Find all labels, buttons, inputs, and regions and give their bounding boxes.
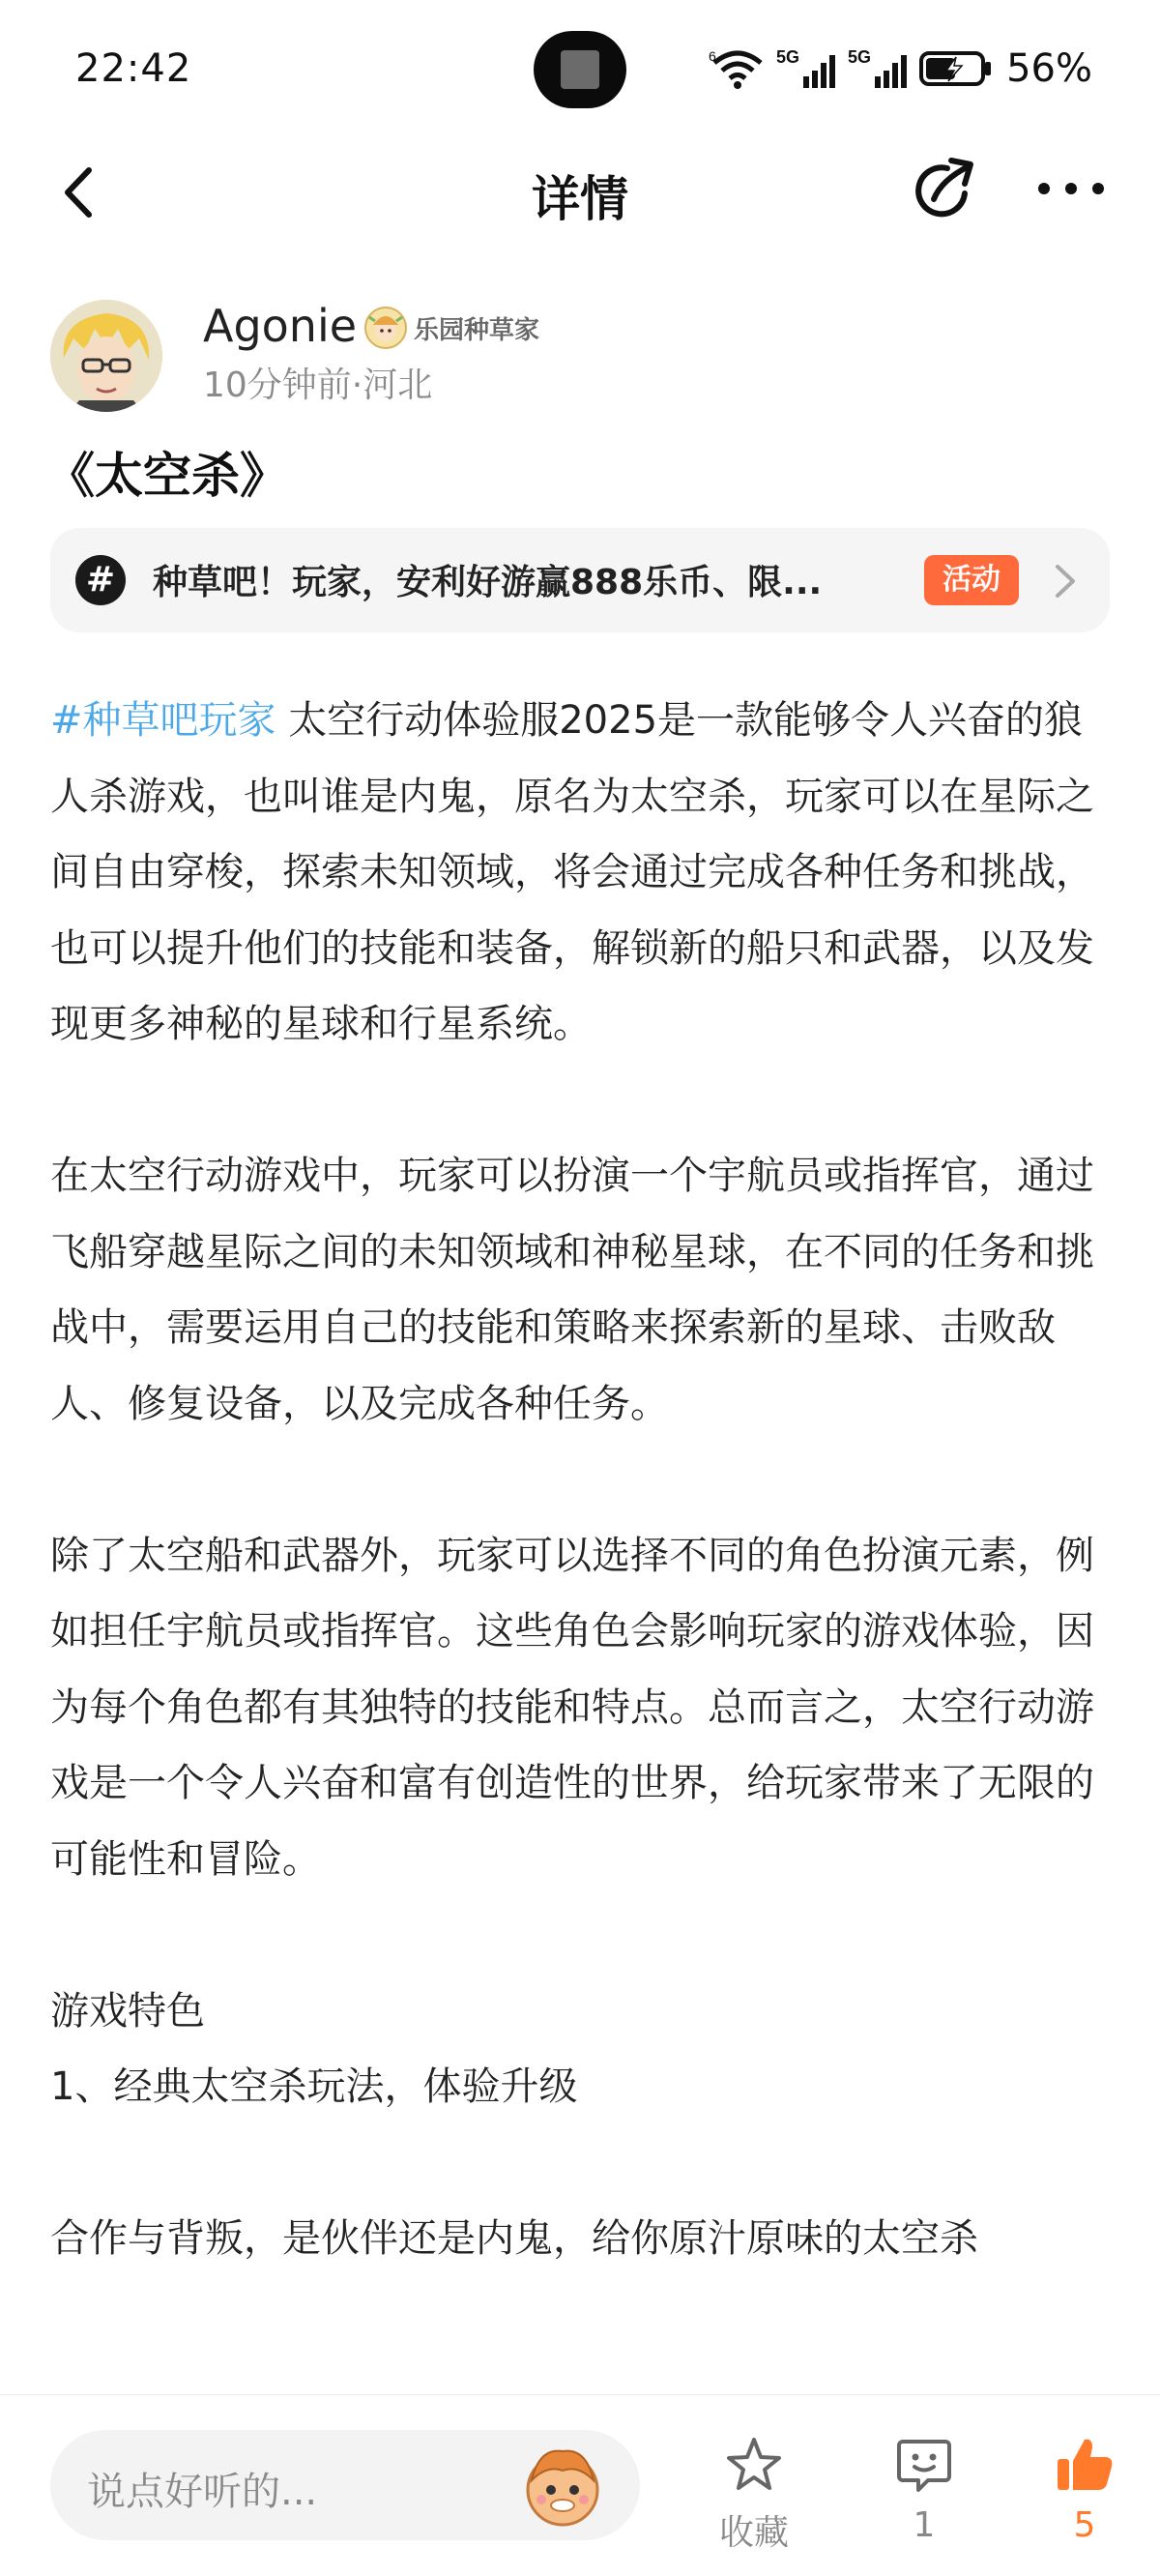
camera-cutout [534,31,626,108]
bottom-action-bar [0,2394,1160,2576]
avatar-image-icon [50,300,162,412]
paragraph-1-text: 太空行动体验服2025是一款能够令人兴奋的狼人杀游戏，也叫谁是内鬼，原名为太空杀，玩家可以在星际之间自由穿梭，探索未知领域，将会通过完成各种任务和挑战，也可以提升他们的技能和装备，解锁新的船只和武器，以及发现更多神秘的星球和行星系统。 [50,698,1094,1046]
topic-text: 种草吧！玩家，安利好游赢888乐币、限... [153,563,823,602]
status-bar [0,0,1160,135]
emoji-mascot-icon[interactable] [518,2442,607,2531]
author-badge [363,306,539,350]
like-button[interactable] [1027,2434,1143,2545]
nav-bar [0,135,1160,251]
page-title: 详情 [532,171,628,227]
section-title: 游戏特色 [50,1988,205,2034]
svg-text:6: 6 [709,48,716,64]
wifi-icon [709,47,767,90]
favorite-label: 收藏 [718,2513,789,2553]
comment-input[interactable] [50,2430,640,2540]
status-time: 22:42 [75,46,192,91]
hashtag-link[interactable]: #种草吧玩家 [50,698,276,743]
post-title: 《太空杀》 [46,448,288,504]
star-icon [723,2434,785,2496]
share-icon[interactable] [909,155,980,226]
thumbs-up-icon [1054,2434,1116,2496]
like-count: 5 [1073,2505,1096,2545]
signal-5g-icon-2 [848,47,910,90]
avatar[interactable] [50,300,162,412]
author-name[interactable]: Agonie [203,300,358,352]
more-icon[interactable] [1032,164,1110,213]
paragraph-1 [50,683,1114,1063]
author-info [50,300,1114,416]
post-body [50,683,1114,2277]
badge-avatar-icon [363,306,408,350]
paragraph-2: 在太空行动游戏中，玩家可以扮演一个宇航员或指挥官，通过飞船穿越星际之间的未知领域和神秘星球，在不同的任务和挑战中，需要运用自己的技能和策略来探索新的星球、击败敌人、修复设备，以及完成各种任务。 [50,1154,1094,1426]
status-icons [709,46,1092,91]
battery-icon [919,49,993,88]
post-time-location: 10分钟前·河北 [203,366,433,405]
badge-text: 乐园种草家 [414,315,540,345]
hashtag-icon: # [75,555,126,605]
paragraph-3: 除了太空船和武器外，玩家可以选择不同的角色扮演元素，例如担任宇航员或指挥官。这些角色会影响玩家的游戏体验，因为每个角色都有其独特的技能和特点。总而言之，太空行动游戏是一个令人兴奋和富有创造性的世界，给玩家带来了无限的可能性和冒险。 [50,1533,1094,1882]
feature-1: 1、经典太空杀玩法，体验升级 [50,2064,578,2109]
favorite-button[interactable] [696,2434,812,2555]
comment-icon [893,2434,955,2496]
chevron-right-icon [1046,557,1085,605]
battery-percent: 56% [1006,46,1092,91]
comment-placeholder: 说点好听的... [87,2470,318,2514]
feature-2: 合作与背叛，是伙伴还是内鬼，给你原汁原味的太空杀 [50,2216,978,2261]
svg-text:5G: 5G [848,47,872,67]
topic-banner[interactable] [50,528,1110,632]
signal-5g-icon [776,47,838,90]
comment-count: 1 [913,2505,936,2545]
activity-tag: 活动 [924,555,1019,605]
comment-button[interactable] [866,2434,982,2545]
content-fade [0,2359,1160,2394]
svg-text:5G: 5G [776,47,800,67]
